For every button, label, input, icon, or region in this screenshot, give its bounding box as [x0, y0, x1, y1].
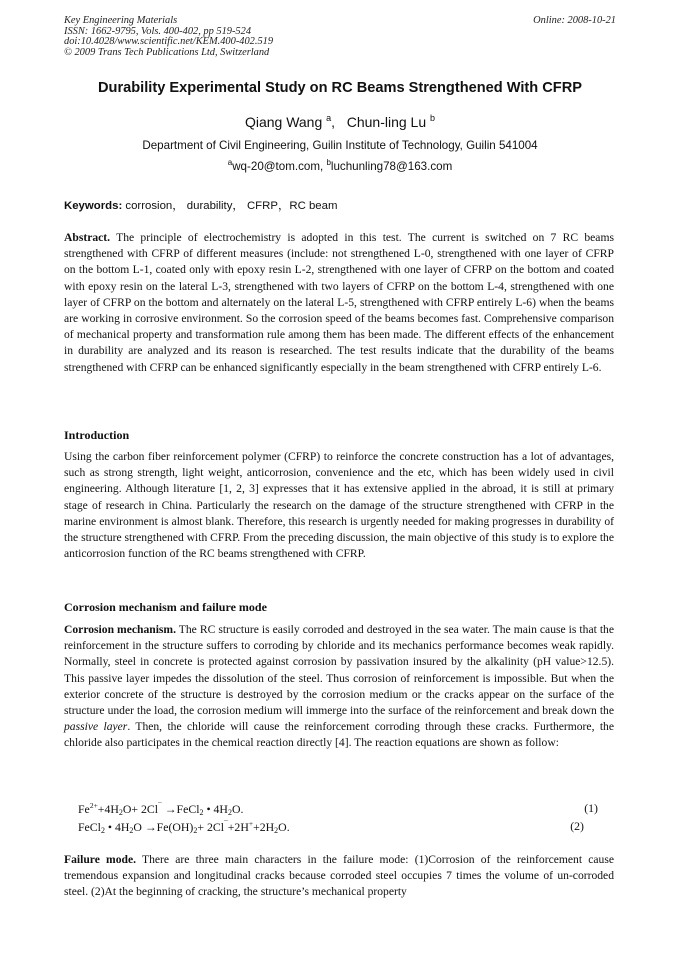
eq-text: • 4H: [203, 802, 228, 816]
eq-text: +2H: [227, 820, 249, 834]
arrow-icon: →: [161, 802, 177, 816]
eq-sub: 2: [199, 808, 204, 817]
journal-header: [64, 16, 616, 58]
email-sup: b: [326, 158, 331, 167]
failure-mode-paragraph: [64, 852, 614, 901]
paragraph-label: Failure mode.: [64, 853, 136, 866]
abstract-text: The principle of electrochemistry is adopted in this test. The current is switched on 7 RC beams strengthened with CFRP of different measures (include: not strengthened L-0, strengthened with one layer of CFRP on the bottom L-1, coated only with epoxy resin L-2, strengthened with one layer of CFRP on the bottom and coated with epoxy resin on the lateral L-3, strengthened with two layers of CFRP on the bottom L-4, strengthened with one layer of CFRP on the bottom and alternately on the lateral L-5, strengthened with CFRP entirely L-6) when the beams are working in corrosive environment. So the corrosion speed of the beams becomes fast. Comprehensive comparison of mechanical property and transformation rule among them has been made. The different effects of the enhancement in durability are analyzed and its reason is researched. The test results indicate that the durability of the beams strengthened with CFRP can be enhanced significantly especially in the beam strengthened with CFRP entirely L-6.: [64, 231, 614, 374]
email-link[interactable]: wq-20@tom.com,: [232, 160, 327, 173]
eq-text: Fe: [78, 802, 90, 816]
journal-name: Key Engineering Materials: [64, 15, 178, 26]
eq-text: O.: [231, 802, 244, 816]
keywords-text: corrosion， durability， CFRP，RC beam: [122, 200, 338, 212]
affiliation: Department of Civil Engineering, Guilin Institute of Technology, Guilin 541004: [142, 139, 538, 152]
author-name: Chun-ling Lu: [346, 114, 427, 130]
copyright-line: © 2009 Trans Tech Publications Ltd, Switzerland: [64, 46, 270, 58]
equation-number: (2): [570, 819, 584, 833]
eq-text: FeCl: [176, 802, 200, 816]
equation-number: (1): [584, 801, 598, 815]
paper-title: Durability Experimental Study on RC Beams Strengthened With CFRP: [98, 80, 582, 96]
eq-text: + 2Cl: [197, 820, 225, 834]
email-link[interactable]: luchunling78@163.com: [330, 160, 453, 173]
online-date: Online: 2008-10-21: [533, 15, 616, 26]
eq-sub: 2: [100, 826, 105, 835]
emails: [64, 158, 616, 173]
author-separator: ,: [331, 114, 347, 130]
eq-text: FeCl: [78, 820, 101, 834]
email-sup: a: [227, 158, 233, 167]
eq-sub: 2: [227, 808, 232, 817]
eq-text: O →Fe(OH): [133, 820, 194, 834]
paragraph-text: There are three main characters in the failure mode: (1)Corrosion of the reinforcement cause tremendous expansion and longitudinal cracks because corroded steel occupies 7 times the volume of un-corroded steel. (2)At the beginning of cracking, the structure’s mechanical property: [64, 853, 614, 899]
eq-text: +2H: [253, 820, 275, 834]
author-name: Qiang Wang: [244, 114, 323, 130]
eq-sup: +: [248, 819, 254, 828]
eq-sub: 2: [129, 826, 134, 835]
abstract-label: Abstract.: [64, 231, 111, 244]
eq-text: O+ 2Cl: [122, 802, 159, 816]
eq-sub: 2: [118, 808, 123, 817]
author-affil-sup: b: [430, 113, 436, 123]
eq-sub: 2: [274, 826, 279, 835]
equation-1: [78, 801, 598, 817]
abstract-paragraph: [64, 230, 614, 376]
author-affil-sup: a: [326, 113, 332, 123]
paragraph-text: The RC structure is easily corroded and destroyed in the sea water. The main cause is that the reinforcement in the structure suffers to corroding by chloride and its mechanics performance becomes weak rapidly. Normally, steel in concrete is protected against corrosion by passivation insured by the alkalinity (pH value>12.5). This passive layer impedes the dissolution of the steel. Thus corrosion of reinforcement is impossible. But when the exterior concrete of the structure is destroyed by the corrosion medium or the cracks appear on the surface of the structure under the load, the corrosion medium will immerge into the surface of the reinforcement and break down the: [64, 623, 614, 718]
section-heading: Introduction: [64, 428, 130, 442]
equation-2: [78, 819, 598, 835]
eq-text: +4H: [97, 802, 119, 816]
eq-sup: ¯: [158, 801, 162, 810]
section-heading: Corrosion mechanism and failure mode: [64, 600, 267, 614]
paragraph-italic: passive layer: [64, 720, 128, 734]
doi-line: doi:10.4028/www.scientific.net/KEM.400-402.519: [64, 36, 274, 48]
paragraph-text: . Then, the chloride will cause the reinforcement corroding through these cracks. Furthermore, the chloride also participates in the chemical reaction directly [4]. The reaction equations are shown as follow:: [64, 720, 614, 750]
keywords-label: Keywords:: [64, 200, 123, 212]
eq-sup: ¯: [224, 819, 228, 828]
eq-text: • 4H: [104, 820, 130, 834]
corrosion-mechanism-paragraph: [64, 622, 614, 752]
eq-sub: 2: [193, 826, 198, 835]
issn-line: ISSN: 1662-9795, Vols. 400-402, pp 519-524: [64, 25, 252, 37]
eq-sup: 2+: [89, 801, 98, 810]
paragraph-label: Corrosion mechanism.: [64, 623, 176, 636]
keywords: [64, 197, 616, 213]
authors: [64, 113, 616, 130]
introduction-paragraph: Using the carbon fiber reinforcement polymer (CFRP) to reinforce the concrete construction has a lot of advantages, such as strong strength, light weight, anticorrosion, convenience and the etc, which has been widely used in civil engineering. Although literature [1, 2, 3] expresses that it has extensive applied in the abroad, it is still at primary stage of research in China. Particularly the research on the damage of the structure strengthened with CFRP in the marine environment is almost blank. Therefore, this research is urgently needed for making progresses in durability of the structure strengthened with CFRP. From the preceding discussion, the main objective of this study is to explore the anticorrosion function of the RC beams strengthened with CFRP.: [64, 450, 614, 561]
eq-text: O.: [278, 820, 290, 834]
